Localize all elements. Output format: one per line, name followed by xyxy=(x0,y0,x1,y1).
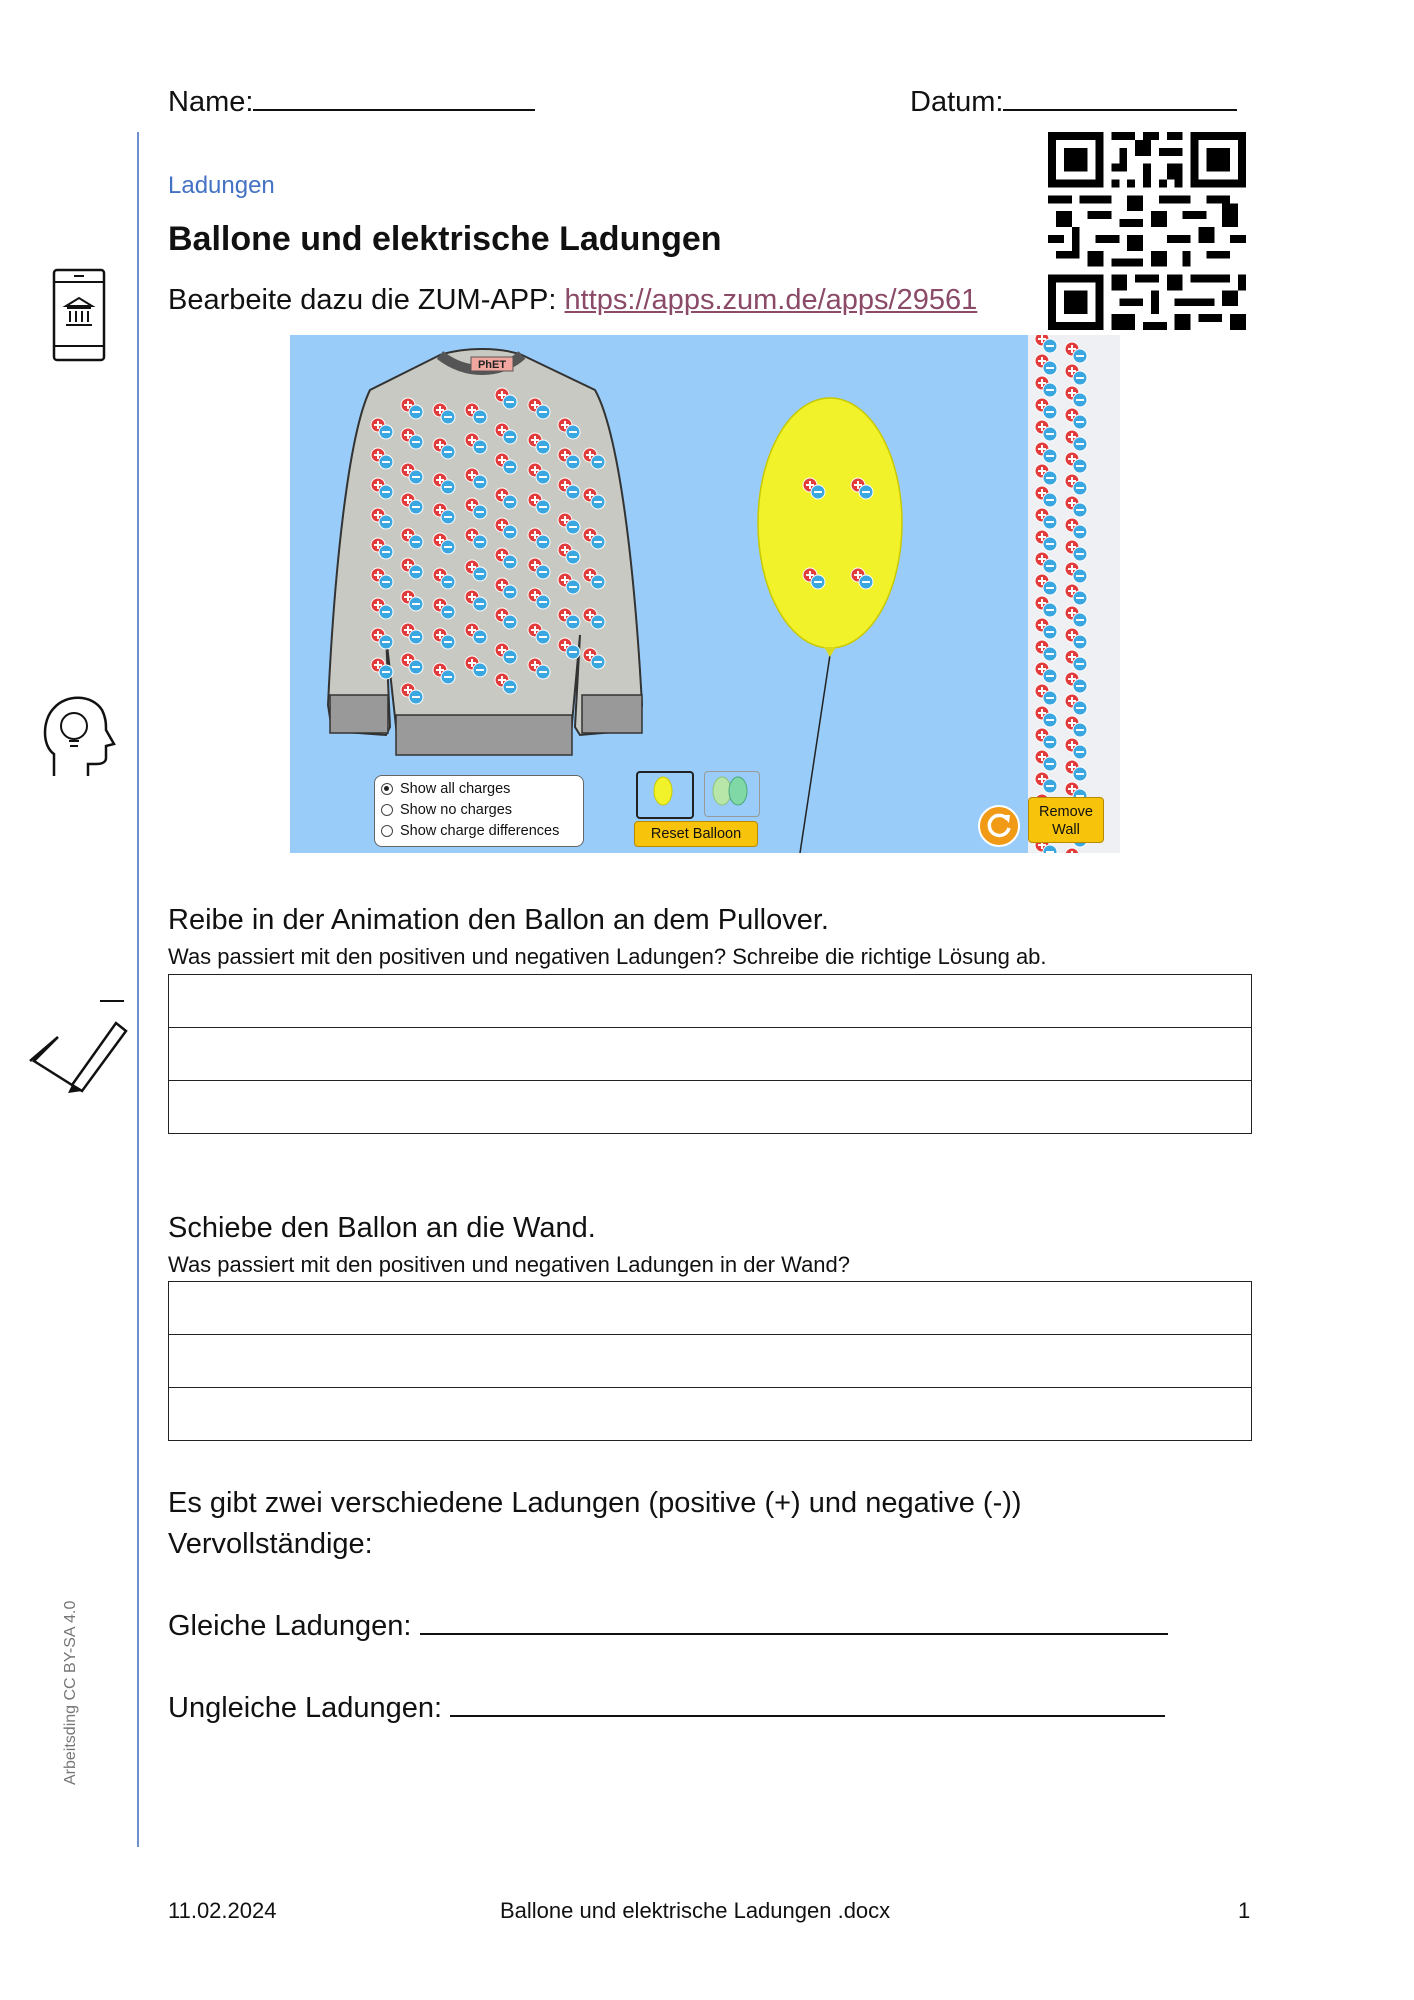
radio-label: Show no charges xyxy=(400,802,513,818)
answer-line[interactable] xyxy=(169,1388,1251,1440)
balloon-string xyxy=(800,655,830,853)
balloon[interactable] xyxy=(758,398,902,648)
question-2-title: Schiebe den Ballon an die Wand. xyxy=(168,1212,596,1244)
balloon-simulation-screenshot xyxy=(290,335,1120,853)
phet-label: PhET xyxy=(477,359,507,371)
question-1-title: Reibe in der Animation den Ballon an dem Pullover. xyxy=(168,904,829,936)
app-instruction xyxy=(168,284,977,317)
radio-label: Show all charges xyxy=(400,781,511,797)
remove-wall-button[interactable] xyxy=(1028,797,1104,843)
reset-balloon-button[interactable]: Reset Balloon xyxy=(634,821,758,847)
answer-box-2[interactable] xyxy=(168,1281,1252,1441)
answer-line[interactable] xyxy=(169,1335,1251,1388)
footer-filename: Ballone und elektrische Ladungen .docx xyxy=(500,1898,891,1923)
radio-show-all[interactable] xyxy=(381,779,510,799)
question-2-text: Was passiert mit den positiven und negativen Ladungen in der Wand? xyxy=(168,1252,851,1277)
page-title: Ballone und elektrische Ladungen xyxy=(168,220,722,258)
answer-box-1[interactable] xyxy=(168,974,1252,1134)
footer-page-number: 1 xyxy=(1238,1898,1251,1923)
name-label: Name: xyxy=(168,86,254,118)
charge-display-options xyxy=(374,775,584,847)
different-charges-label: Ungleiche Ladungen: xyxy=(168,1692,451,1724)
radio-dot-selected[interactable] xyxy=(381,783,393,795)
question-1-text: Was passiert mit den positiven und negativen Ladungen? Schreibe die richtige Lösung ab. xyxy=(168,944,1047,969)
completion-intro: Es gibt zwei verschiedene Ladungen (positive (+) und negative (-)) xyxy=(168,1487,1022,1519)
date-field[interactable] xyxy=(910,86,1237,119)
app-link[interactable]: https://apps.zum.de/apps/29561 xyxy=(564,284,978,316)
same-charges-field[interactable] xyxy=(168,1610,1168,1643)
remove-wall-line1: Remove xyxy=(1039,804,1093,820)
answer-line[interactable] xyxy=(169,1028,1251,1081)
writing-pen-icon xyxy=(28,995,128,1095)
remove-wall-line2: Wall xyxy=(1052,822,1080,838)
radio-show-differences[interactable] xyxy=(381,821,559,841)
one-balloon-toggle[interactable] xyxy=(636,771,694,819)
radio-label: Show charge differences xyxy=(400,823,560,839)
name-blank[interactable] xyxy=(253,109,535,111)
topic-label: Ladungen xyxy=(168,172,275,199)
app-instruction-text: Bearbeite dazu die ZUM-APP: xyxy=(168,284,565,316)
answer-line[interactable] xyxy=(169,1081,1251,1133)
date-label: Datum: xyxy=(910,86,1004,118)
margin-line xyxy=(137,132,139,1847)
footer-date: 11.02.2024 xyxy=(168,1898,277,1923)
completion-instruction: Vervollständige: xyxy=(168,1528,373,1560)
different-charges-blank[interactable] xyxy=(450,1715,1165,1717)
reset-all-icon[interactable] xyxy=(978,805,1020,847)
license-note: Arbeitsding CC BY-SA 4.0 xyxy=(62,1600,79,1785)
different-charges-field[interactable] xyxy=(168,1692,1165,1725)
date-blank[interactable] xyxy=(1003,109,1237,111)
phone-museum-icon xyxy=(40,268,110,364)
two-balloons-toggle[interactable] xyxy=(704,771,760,817)
same-charges-blank[interactable] xyxy=(420,1633,1168,1635)
radio-dot[interactable] xyxy=(381,825,393,837)
qr-code xyxy=(1048,132,1246,330)
radio-show-none[interactable] xyxy=(381,800,512,820)
name-field[interactable] xyxy=(168,86,535,119)
head-bulb-icon xyxy=(40,690,120,780)
answer-line[interactable] xyxy=(169,975,1251,1028)
answer-line[interactable] xyxy=(169,1282,1251,1335)
same-charges-label: Gleiche Ladungen: xyxy=(168,1610,420,1642)
radio-dot[interactable] xyxy=(381,804,393,816)
